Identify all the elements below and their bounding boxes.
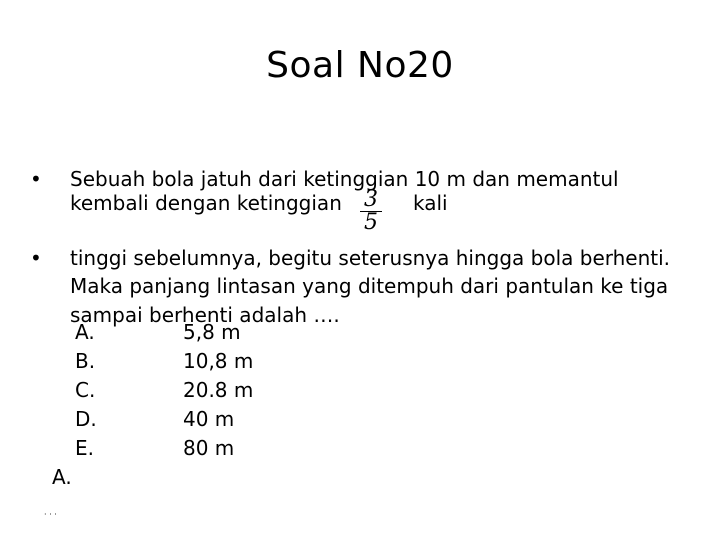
question-line-before-fraction: kembali dengan ketinggian — [70, 191, 342, 215]
question-line: Sebuah bola jatuh dari ketinggian 10 m dan memantul — [70, 167, 619, 191]
option-value: 5,8 m — [183, 320, 241, 344]
option-value: 80 m — [183, 436, 235, 460]
bullet-icon: • — [30, 246, 42, 270]
option-letter: E. — [75, 436, 94, 460]
answer-label: A. — [52, 465, 72, 489]
option-letter: B. — [75, 349, 96, 373]
question-line-after-fraction: kali — [413, 191, 448, 215]
bullet-icon: • — [30, 167, 42, 191]
fraction-denominator: 5 — [364, 210, 378, 235]
fraction-three-fifths — [360, 187, 382, 235]
question-line: tinggi sebelumnya, begitu seterusnya hingga bola berhenti. — [70, 246, 671, 270]
option-value: 40 m — [183, 407, 235, 431]
fraction-numerator: 3 — [364, 187, 378, 212]
trailing-dots: · · · — [44, 510, 57, 519]
question-line: sampai berhenti adalah …. — [70, 303, 340, 327]
option-value: 20.8 m — [183, 378, 254, 402]
slide-title: Soal No20 — [266, 45, 454, 86]
option-value: 10,8 m — [183, 349, 254, 373]
option-letter: D. — [75, 407, 97, 431]
option-letter: A. — [75, 320, 95, 344]
question-line: Maka panjang lintasan yang ditempuh dari pantulan ke tiga — [70, 274, 669, 298]
option-letter: C. — [75, 378, 96, 402]
